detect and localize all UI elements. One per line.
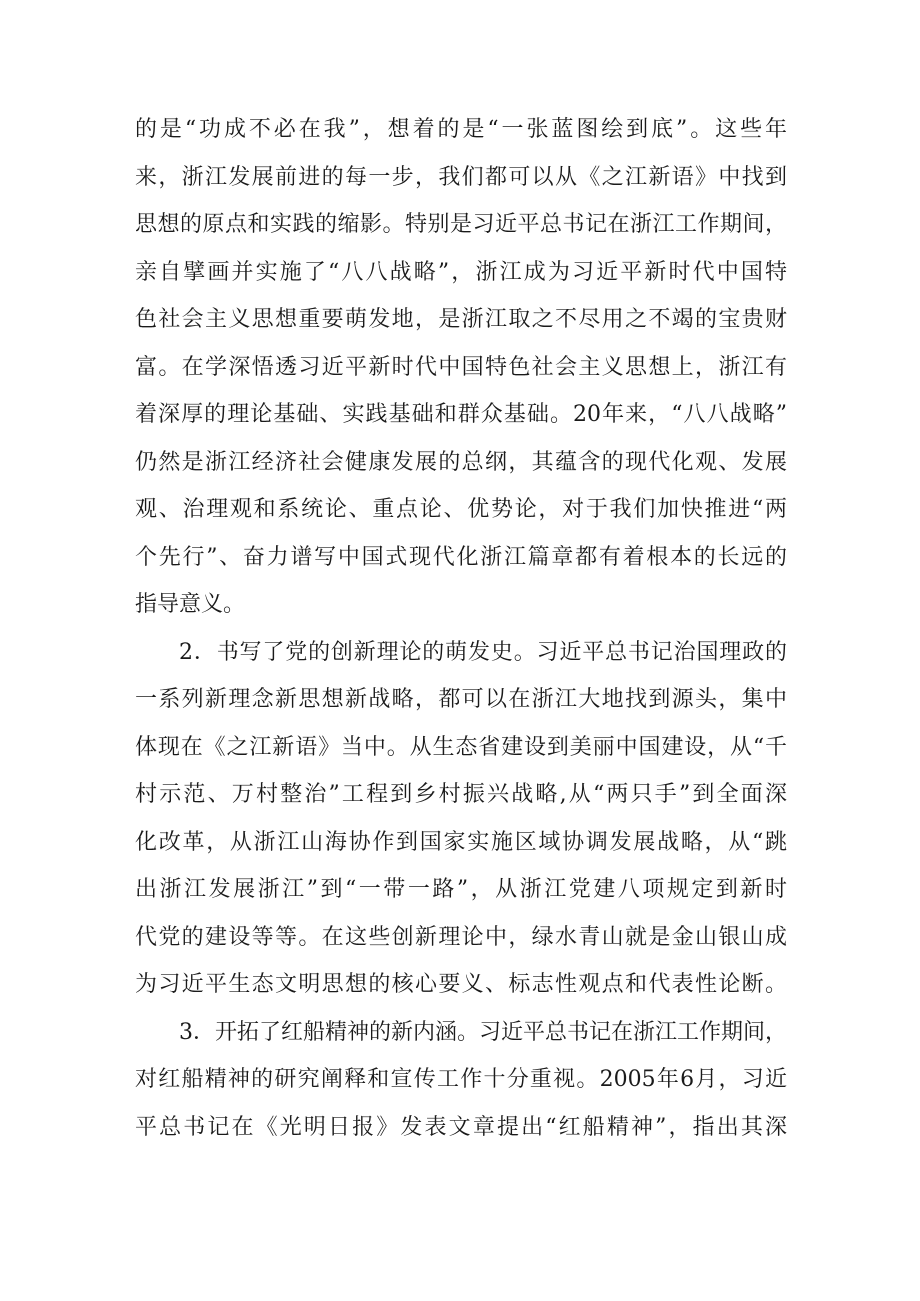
text-line: 色社会主义思想重要萌发地，是浙江取之不尽用之不竭的宝贵财 xyxy=(135,307,787,332)
text-line: 体现在《之江新语》当中。从生态省建设到美丽中国建设，从“千 xyxy=(135,734,787,760)
text-line: 亲自擘画并实施了“八八战略”，浙江成为习近平新时代中国特 xyxy=(135,259,787,285)
text-line: 3．开拓了红船精神的新内涵。习近平总书记在浙江工作期间， xyxy=(179,1019,787,1045)
text-line: 着深厚的理论基础、实践基础和群众基础。20年来，“八八战略” xyxy=(135,402,787,427)
paragraph-3 xyxy=(135,1009,787,1152)
text-line: 仍然是浙江经济社会健康发展的总纲，其蕴含的现代化观、发展 xyxy=(135,449,787,475)
text-line: 出浙江发展浙江”到“一带一路”，从浙江党建八项规定到新时 xyxy=(135,877,787,902)
text-line: 富。在学深悟透习近平新时代中国特色社会主义思想上，浙江有 xyxy=(135,354,787,380)
paragraph-2 xyxy=(135,629,787,1009)
text-line: 指导意义。 xyxy=(135,592,246,617)
text-line: 的是“功成不必在我”，想着的是“一张蓝图绘到底”。这些年 xyxy=(135,117,787,142)
document-body xyxy=(135,106,787,1151)
text-line: 化改革，从浙江山海协作到国家实施区域协调发展战略，从“跳 xyxy=(135,829,787,855)
text-line: 个先行”、奋力谱写中国式现代化浙江篇章都有着根本的长远的 xyxy=(135,544,787,570)
paragraph-1 xyxy=(135,106,787,629)
text-line: 对红船精神的研究阐释和宣传工作十分重视。2005年6月，习近 xyxy=(135,1067,787,1092)
text-line: 来，浙江发展前进的每一步，我们都可以从《之江新语》中找到 xyxy=(135,164,787,190)
text-line: 观、治理观和系统论、重点论、优势论，对于我们加快推进“两 xyxy=(135,497,787,522)
text-line: 村示范、万村整治”工程到乡村振兴战略,从“两只手”到全面深 xyxy=(135,782,787,807)
text-line: 为习近平生态文明思想的核心要义、标志性观点和代表性论断。 xyxy=(135,972,787,997)
text-line: 思想的原点和实践的缩影。特别是习近平总书记在浙江工作期间， xyxy=(135,212,787,237)
text-line: 2．书写了党的创新理论的萌发史。习近平总书记治国理政的 xyxy=(179,639,787,665)
text-line: 平总书记在《光明日报》发表文章提出“红船精神”，指出其深 xyxy=(135,1114,787,1140)
text-line: 一系列新理念新思想新战略，都可以在浙江大地找到源头，集中 xyxy=(135,687,787,712)
text-line: 代党的建设等等。在这些创新理论中，绿水青山就是金山银山成 xyxy=(135,924,787,950)
